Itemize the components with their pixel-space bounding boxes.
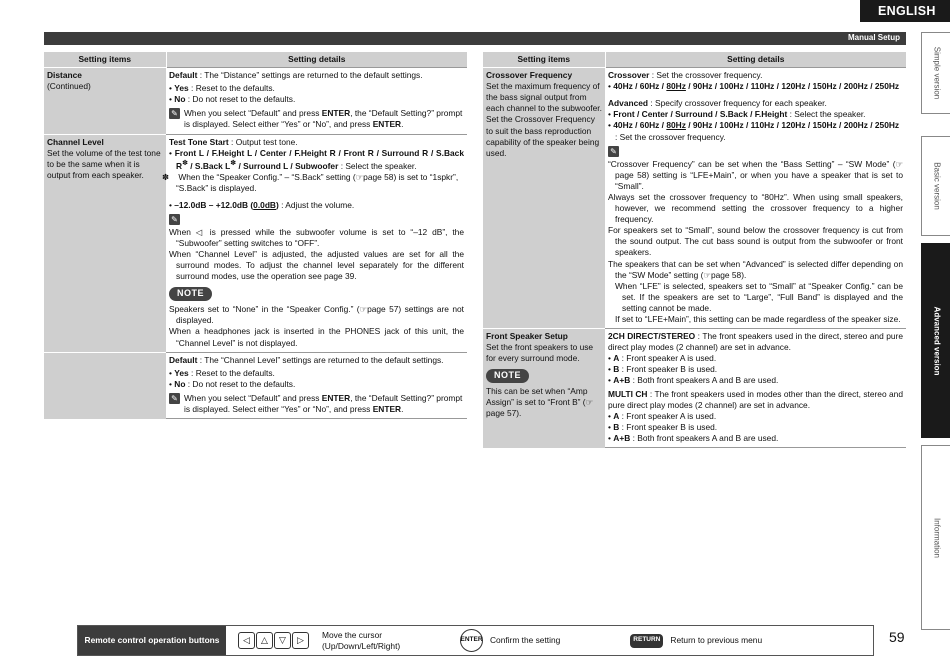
remote-buttons-footer	[77, 625, 874, 656]
item-description: Set the front speakers to use for every surround mode.	[486, 342, 594, 364]
option-label: B	[613, 421, 620, 432]
note-badge: NOTE	[486, 369, 529, 383]
table-header-row	[44, 52, 467, 68]
yes-label: Yes	[174, 367, 189, 378]
down-arrow-icon: ▽	[274, 632, 291, 649]
return-button-icon: RETURN	[630, 634, 663, 648]
freq-default: 80Hz	[666, 81, 686, 92]
freq-list: / 90Hz / 100Hz / 110Hz / 120Hz / 150Hz / 200Hz / 250Hz	[685, 81, 900, 92]
item-title: Distance	[47, 70, 82, 81]
test-tone-label: Test Tone Start	[169, 136, 229, 147]
option-text: : Front speaker A is used.	[621, 353, 717, 364]
option-text: : Front speaker B is used.	[621, 421, 718, 432]
item-description: Set the maximum frequency of the bass signal output from each channel to the subwoofer. Set the Crossover Frequency to suit the bass reproduction capability of the speaker being used.	[486, 81, 602, 158]
pencil-icon: ✎	[169, 108, 180, 119]
left-arrow-icon: ◁	[238, 632, 255, 649]
item-subtitle: (Continued)	[47, 81, 91, 92]
hint-item: When “Channel Level” is adjusted, the adjusted values are set for all the surround modes. To adjust the channel level separately for the different surround modes, use the operation see page 39.	[169, 249, 464, 282]
language-tab	[860, 0, 950, 22]
yes-label: Yes	[174, 83, 189, 94]
enter-key-label: ENTER	[321, 108, 351, 119]
section-header-bar	[44, 32, 906, 45]
note-item: When a headphones jack is inserted in the PHONES jack of this unit, the “Channel Level” is not displayed.	[169, 326, 464, 348]
note-text: This can be set when “Amp Assign” is set to “Front B” (☞page 57).	[486, 386, 594, 419]
level-text: : Adjust the volume.	[278, 199, 355, 210]
item-description: Set the volume of the test tone to be the same when it is output from each speaker.	[47, 147, 161, 180]
side-tab-basic[interactable]	[921, 136, 950, 236]
side-tab-label: Simple version	[932, 46, 942, 100]
hint-text: , the “Default Setting?” prompt is displayed. Select either “Yes” or “No”, and press	[184, 108, 463, 130]
item-title: Front Speaker Setup	[486, 331, 568, 342]
level-range: )	[275, 199, 279, 210]
side-tab-label: Advanced version	[932, 306, 942, 375]
hint-text: When you select “Default” and press	[184, 108, 322, 119]
setting-item-distance	[44, 68, 166, 134]
hint-block	[169, 393, 464, 415]
cursor-buttons	[238, 632, 309, 649]
section-title: Manual Setup	[847, 33, 900, 42]
table-row-channel-level-default	[44, 352, 467, 418]
table-row-crossover	[483, 68, 906, 329]
speaker-text: : Select the speaker.	[340, 160, 417, 171]
speaker-note: When the “Speaker Config.” – “S.Back” setting (☞page 58) is set to “1spkr”, “S.Back” is displayed.	[176, 171, 459, 193]
mode-label: MULTI CH	[608, 388, 648, 399]
return-text: Return to previous menu	[670, 635, 763, 646]
level-default: 0.0dB	[253, 199, 276, 210]
setting-details-crossover: Crossover : Set the crossover frequency. • 40Hz / 60Hz / 80Hz / 90Hz / 100Hz / 110Hz / 120Hz / 150Hz / 200Hz / 250Hz Advanced : Specify crossover frequency for each speaker. • Front / Center / Surround / S.Back / F.Height : Select the speaker. • 40Hz / 60Hz / 80Hz / 90Hz / 100Hz / 110Hz / 120Hz / 150Hz / 200Hz / 250Hz : Set the crossover frequency. ✎ “Crossover Frequency” can be set when the “Bass Setting” – “SW Mode” (☞page 58) setting is “LFE+Main”, or when you have a speaker that is set to “Small”. Always set the crossover frequency to “80Hz”. When using small speakers, however, we recommend setting the crossover frequency to a higher frequency. For speakers set to “Small”, sound below the crossover frequency is cut from the sound output. The cut bass sound is output from the subwoofer or front speakers. The speakers that can be set when “Advanced” is selected differ depending on the “SW Mode” setting (☞page 58). When “LFE” is selected, speakers set to “Small” at “Speaker Config.” can be set. If the speakers are set to “Large”, “Full Band” is displayed and the setting cannot be made. If set to “LFE+Main”, this setting can be made regardless of the speaker size.	[605, 68, 906, 329]
table-header-row	[483, 52, 906, 68]
option-label: A+B	[613, 432, 631, 443]
yes-text: : Reset to the defaults.	[191, 83, 275, 94]
enter-key-label: ENTER	[372, 119, 402, 130]
default-text: : The “Distance” settings are returned to the default settings.	[199, 70, 423, 81]
speaker-list: Front L / F.Height L / Center / F.Height R / Front R / Surround R / S.Back R	[174, 147, 464, 171]
option-label: A	[613, 353, 620, 364]
right-settings-table	[483, 52, 906, 448]
table-row-distance	[44, 68, 467, 134]
adv-speaker-list: Front / Center / Surround / S.Back / F.Height	[613, 109, 788, 120]
side-tab-label: Information	[932, 517, 942, 558]
enter-button-icon: ENTER	[460, 629, 483, 652]
setting-details-front-speaker: 2CH DIRECT/STEREO : The front speakers used in the direct, stereo and pure direct play modes (2 channel) are set in advance. • A : Front speaker A is used. • B : Front speaker B is used. • A+B : Both front speakers A and B are used. MULTI CH : The front speakers used in modes other than the direct, stereo and pure direct play modes (2 channel) are set in advance. • A : Front speaker A is used. • B : Front speaker B is used. • A+B : Both front speakers A and B are used.	[605, 329, 906, 448]
hint-item: Always set the crossover frequency to “80Hz”. When using small speakers, however, we recommend setting the crossover frequency to a higher frequency.	[608, 191, 903, 225]
setting-item-channel-level	[44, 134, 166, 352]
side-tab-simple[interactable]	[921, 32, 950, 114]
hint-item: The speakers that can be set when “Advanced” is selected differ depending on the “SW Mode” setting (☞page 58).	[608, 258, 903, 280]
col-header-items: Setting items	[483, 52, 605, 68]
test-tone-text: : Output test tone.	[231, 136, 298, 147]
note-badge: NOTE	[169, 287, 212, 301]
page-number: 59	[889, 629, 905, 645]
up-arrow-icon: △	[256, 632, 273, 649]
default-label: Default	[169, 70, 198, 81]
hint-text: , the “Default Setting?” prompt is displayed. Select either “Yes” or “No”, and press	[184, 392, 463, 415]
setting-item-crossover	[483, 68, 605, 329]
adv-speaker-text: : Select the speaker.	[789, 109, 866, 120]
no-text: : Do not reset to the defaults.	[187, 94, 296, 105]
crossover-label: Crossover	[608, 70, 650, 81]
footer-label: Remote control operation buttons	[78, 626, 226, 655]
enter-key-label: ENTER	[321, 392, 351, 403]
level-range: –12.0dB – +12.0dB (	[174, 199, 254, 210]
table-row-channel-level	[44, 134, 467, 352]
enter-text: Confirm the setting	[490, 635, 561, 646]
option-text: : Front speaker B is used.	[621, 364, 718, 375]
adv-freq-text: : Set the crossover frequency.	[615, 131, 726, 142]
hint-text: When you select “Default” and press	[184, 392, 322, 403]
advanced-text: : Specify crossover frequency for each speaker.	[650, 98, 827, 109]
side-tab-information[interactable]	[921, 445, 950, 630]
default-text: : The “Channel Level” settings are returned to the default settings.	[199, 354, 444, 365]
table-row-front-speaker	[483, 329, 906, 448]
side-tab-advanced[interactable]	[921, 243, 950, 438]
no-label: No	[174, 378, 186, 389]
hint-text: .	[401, 404, 404, 415]
hint-item: “Crossover Frequency” can be set when the “Bass Setting” – “SW Mode” (☞page 58) setting is “LFE+Main”, or when you have a speaker that is set to “Small”.	[608, 158, 903, 191]
setting-details-channel-level: Test Tone Start : Output test tone. • Front L / F.Height L / Center / F.Height R / Front R / Surround R / S.Back R✽ / S.Back L✽ / Surround L / Subwoofer : Select the speaker. ✽ When the “Speaker Config.” – “S.Back” setting (☞page 58) is set to “1spkr”, “S.Back” is displayed. • –12.0dB – +12.0dB (0.0dB) : Adjust the volume. ✎ When ◁ is pressed while the subwoofer volume is set to “–12 dB”, the “Subwoofer” setting switches to “OFF”. When “Channel Level” is adjusted, the adjusted values are set for all the surround modes. To adjust the channel level separately for the different surround modes, use the operation see page 39. NOTE Speakers set to “None” in the “Speaker Config.” (☞page 57) settings are not displayed. When a headphones jack is inserted in the PHONES jack of this unit, the “Channel Level” is not displayed.	[166, 134, 467, 352]
col-header-details: Setting details	[605, 52, 906, 68]
pencil-icon: ✎	[169, 393, 180, 404]
mode-text: : The front speakers used in the direct, stereo and pure direct play modes (2 channel) are set in advance.	[608, 331, 903, 353]
pencil-icon: ✎	[169, 214, 180, 225]
col-header-items: Setting items	[44, 52, 166, 68]
option-label: A+B	[613, 375, 631, 386]
hint-item: When ◁ is pressed while the subwoofer volume is set to “–12 dB”, the “Subwoofer” setting switches to “OFF”.	[169, 226, 464, 249]
crossover-text: : Set the crossover frequency.	[651, 70, 763, 81]
setting-details-distance: Default : The “Distance” settings are returned to the default settings. • Yes : Reset to the defaults. • No : Do not reset to the defaults. ✎ When you select “Default” and press ENTER, the “Default Setting?” prompt is displayed. Select either “Yes” or “No”, and press ENTER.	[166, 68, 467, 134]
freq-list: / 90Hz / 100Hz / 110Hz / 120Hz / 150Hz / 200Hz / 250Hz	[685, 120, 900, 131]
default-label: Default	[169, 354, 198, 365]
speaker-list: / Surround L / Subwoofer	[236, 160, 339, 171]
setting-item-front-speaker	[483, 329, 605, 448]
asterisk-icon: ✽	[162, 171, 170, 182]
freq-list: 40Hz / 60Hz /	[613, 120, 667, 131]
mode-text: : The front speakers used in modes other than the direct, stereo and pure direct play modes (2 channel) are set in advance.	[608, 388, 903, 410]
language-label: ENGLISH	[878, 3, 936, 18]
no-label: No	[174, 94, 186, 105]
no-text: : Do not reset to the defaults.	[187, 378, 296, 389]
option-label: B	[613, 364, 620, 375]
note-item: Speakers set to “None” in the “Speaker Config.” (☞page 57) settings are not displayed.	[169, 304, 464, 326]
pencil-icon: ✎	[608, 146, 619, 157]
speaker-list: / S.Back L	[187, 160, 231, 171]
yes-text: : Reset to the defaults.	[191, 367, 275, 378]
left-settings-table	[44, 52, 467, 419]
right-arrow-icon: ▷	[292, 632, 309, 649]
hint-item: For speakers set to “Small”, sound below the crossover frequency is cut from the sound output. The cut bass sound is output from the subwoofer or front speakers.	[608, 225, 903, 258]
setting-item-empty	[44, 352, 166, 418]
option-text: : Front speaker A is used.	[621, 410, 717, 421]
hint-text: .	[401, 119, 404, 130]
freq-default: 80Hz	[666, 120, 686, 131]
sub-hint-item: If set to “LFE+Main”, this setting can be made regardless of the speaker size.	[615, 313, 901, 324]
option-text: : Both front speakers A and B are used.	[632, 375, 779, 386]
hint-block	[169, 108, 464, 130]
item-title: Crossover Frequency	[486, 70, 573, 81]
option-label: A	[613, 410, 620, 421]
freq-list: 40Hz / 60Hz /	[613, 81, 667, 92]
mode-label: 2CH DIRECT/STEREO	[608, 331, 696, 342]
enter-key-label: ENTER	[372, 404, 402, 415]
move-cursor-text: Move the cursor (Up/Down/Left/Right)	[322, 629, 401, 651]
side-tab-label: Basic version	[932, 162, 942, 210]
item-title: Channel Level	[47, 136, 104, 147]
option-text: : Both front speakers A and B are used.	[632, 432, 779, 443]
advanced-label: Advanced	[608, 98, 649, 109]
sub-hint-item: When “LFE” is selected, speakers set to “Small” at “Speaker Config.” can be set. If the speakers are set to “Large”, “Full Band” is displayed and the setting cannot be made.	[615, 280, 903, 313]
col-header-details: Setting details	[166, 52, 467, 68]
setting-details-channel-default: Default : The “Channel Level” settings are returned to the default settings. • Yes : Reset to the defaults. • No : Do not reset to the defaults. ✎ When you select “Default” and press ENTER, the “Default Setting?” prompt is displayed. Select either “Yes” or “No”, and press ENTER.	[166, 352, 467, 418]
